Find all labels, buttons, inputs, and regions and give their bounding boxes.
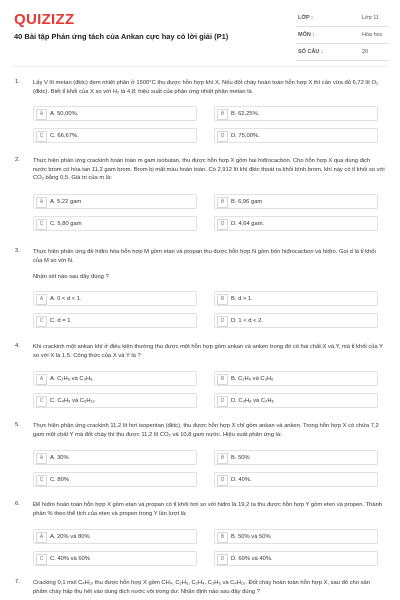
option-text: C. C₄H₈ và C₆H₁₂ (50, 397, 95, 404)
quizizz-logo[interactable]: QUIZIZZ (14, 11, 75, 28)
option-text: A. 20% và 80% (50, 533, 90, 540)
meta-key: MÔN : (298, 32, 315, 38)
option-text: D. 75,00%. (231, 132, 260, 139)
question-number: 6. (15, 501, 20, 507)
option-letter: C (36, 131, 47, 142)
option-letter: C (36, 554, 47, 565)
option-text: C. 66,67%. (50, 132, 79, 139)
option-c[interactable] (33, 551, 197, 566)
option-text: A. 30% (50, 454, 69, 461)
option-b[interactable] (214, 106, 378, 121)
option-text: C. 40% và 60% (50, 555, 90, 562)
meta-value: Hóa học (362, 32, 383, 38)
question-text: Khi crackinh một ankan khí ở điều kiện thường thu được một hỗn hợp gồm ankan và anken trong đó có hai chất X và Y, mà tỉ khối của Y so với X là 1,5. Công thức của X và Y là ? (33, 344, 383, 359)
question-text: Thực hiện phản ứng crackinh hoàn toàn m gam isobutan, thu được hỗn hợp X gồm hai hiđrocacbon. Cho hỗn hợp X qua dung dịch nước brom có hòa tan 11,2 gam brom. Brom bị mất màu hoàn toàn. Có 2,912 lít khí đktc thoát ra khỏi bình brom, khí này có tỉ khối so với CO₂ bằng 0,5. Giá trị của m là: (33, 158, 385, 181)
option-d[interactable] (214, 551, 378, 566)
meta-value: Lớp 11 (362, 15, 379, 21)
option-letter: C (36, 316, 47, 327)
option-letter: A (36, 453, 47, 464)
option-text: B. 62,25%. (231, 110, 260, 117)
option-b[interactable] (214, 371, 378, 386)
option-a[interactable] (33, 529, 197, 544)
option-text: B. d > 1. (231, 295, 253, 302)
worksheet-meta (296, 10, 388, 61)
option-letter: A (36, 294, 47, 305)
option-d[interactable] (214, 393, 378, 408)
meta-row-subject (296, 27, 388, 44)
option-a[interactable] (33, 106, 197, 121)
option-letter: A (36, 374, 47, 385)
option-c[interactable] (33, 313, 197, 328)
option-text: C. d = 1 (50, 317, 71, 324)
option-text: D. C₃H₈ và C₂H₆ (231, 397, 274, 404)
option-letter: D (217, 219, 228, 230)
worksheet-title: 40 Bài tập Phản ứng tách của Ankan cực hay có lời giải (P1) (14, 32, 229, 41)
question-number: 4. (15, 343, 20, 349)
option-letter: C (36, 396, 47, 407)
option-c[interactable] (33, 216, 197, 231)
option-letter: A (36, 109, 47, 120)
meta-row-count (296, 44, 388, 61)
option-d[interactable] (214, 313, 378, 328)
option-text: A. C₂H₆ và C₃H₈ (50, 375, 93, 382)
option-letter: D (217, 475, 228, 486)
option-text: D. 40%. (231, 476, 252, 483)
option-b[interactable] (214, 529, 378, 544)
option-text: B. C₂H₄ và C₃H₆ (231, 375, 274, 382)
option-letter: A (36, 197, 47, 208)
option-c[interactable] (33, 128, 197, 143)
option-text: D. 1 < d < 2. (231, 317, 263, 324)
worksheet-header (0, 0, 400, 64)
option-letter: A (36, 532, 47, 543)
option-text: C. 80% (50, 476, 70, 483)
option-letter: C (36, 219, 47, 230)
option-letter: B (217, 294, 228, 305)
question-text: Thực hiện phản ứng đề hiđro hóa hỗn hợp M gồm etan và propan thu được hỗn hợp N gồm bốn hiđrocacbon và hiđro. Gọi d là tỉ khối của M so với N. (33, 249, 376, 264)
option-c[interactable] (33, 472, 197, 487)
question-text: Để hiđro hoàn toàn hỗn hợp X gồm etan và propan có tỉ khối hơi so với hiđro là 19,2 ta thu được hỗn hợp Y gồm eten và propen. Thành phần % theo thể tích của eten và propen trong Y lần lượt là: (33, 502, 383, 517)
option-a[interactable] (33, 371, 197, 386)
question-number: 2. (15, 157, 20, 163)
option-d[interactable] (214, 216, 378, 231)
option-text: C. 5,80 gam (50, 220, 82, 227)
option-text: D. 60% và 40%. (231, 555, 273, 562)
meta-row-class (296, 10, 388, 27)
option-text: A. 50,00%. (50, 110, 79, 117)
option-text: B. 50% (231, 454, 250, 461)
question-text: Cracking 0,1 mol C₄H₁₀ thu được hỗn hợp X gồm CH₄, C₂H₆, C₂H₄, C₃H₆ và C₄H₁₀. Đốt cháy hoàn toàn hỗn hợp X, sau đó cho sản phẩm cháy hấp thụ hết vào dung dịch nước vôi trong dư. Nhận định nào sau đây đúng ? (33, 580, 370, 595)
option-text: A. 0 < d < 1. (50, 295, 82, 302)
question-prompt: Nhận xét nào sau đây đúng ? (33, 274, 109, 280)
option-d[interactable] (214, 128, 378, 143)
option-letter: C (36, 475, 47, 486)
option-c[interactable] (33, 393, 197, 408)
option-letter: D (217, 396, 228, 407)
option-text: B. 50% và 50% (231, 533, 271, 540)
header-divider (12, 66, 388, 67)
option-letter: B (217, 197, 228, 208)
question-number: 5. (15, 422, 20, 428)
option-a[interactable] (33, 194, 197, 209)
option-b[interactable] (214, 194, 378, 209)
question-text: Lấy V lít metan (đktc) đem nhiệt phân ở 1500°C thu được hỗn hợp khí X. Nếu đốt cháy hoàn toàn hỗn hợp X thì cần vừa đủ 6,72 lít O₂ (đktc). Biết tỉ khối của X so với H₂ là 4,8; hiệu suất của phản ứng nhiệt phân metan là (33, 80, 379, 95)
option-text: B. 6,96 gam (231, 198, 263, 205)
option-b[interactable] (214, 291, 378, 306)
option-letter: B (217, 453, 228, 464)
option-letter: B (217, 532, 228, 543)
question-text: Thực hiện phản ứng crackinh 11,2 lít hơi isopentan (đktc), thu được hỗn hợp X chỉ gồm ankan và anken. Trong hỗn hợp X có chứa 7,2 gam một chất Y mà đốt cháy thì thu được 11,2 lít CO₂ và 10,8 gam nước. Hiệu suất phản ứng là: (33, 423, 379, 438)
option-a[interactable] (33, 291, 197, 306)
question-number: 1. (15, 79, 20, 85)
option-a[interactable] (33, 450, 197, 465)
question-number: 3. (15, 248, 20, 254)
option-letter: D (217, 131, 228, 142)
option-d[interactable] (214, 472, 378, 487)
meta-key: SỐ CÂU : (298, 49, 323, 55)
option-letter: D (217, 316, 228, 327)
meta-value: 20 (362, 49, 369, 55)
option-letter: D (217, 554, 228, 565)
option-text: A. 5,22 gam (50, 198, 82, 205)
meta-key: LỚP : (298, 15, 313, 21)
option-letter: B (217, 109, 228, 120)
question-number: 7. (15, 579, 20, 585)
option-letter: B (217, 374, 228, 385)
option-b[interactable] (214, 450, 378, 465)
option-text: D. 4,64 gam. (231, 220, 265, 227)
